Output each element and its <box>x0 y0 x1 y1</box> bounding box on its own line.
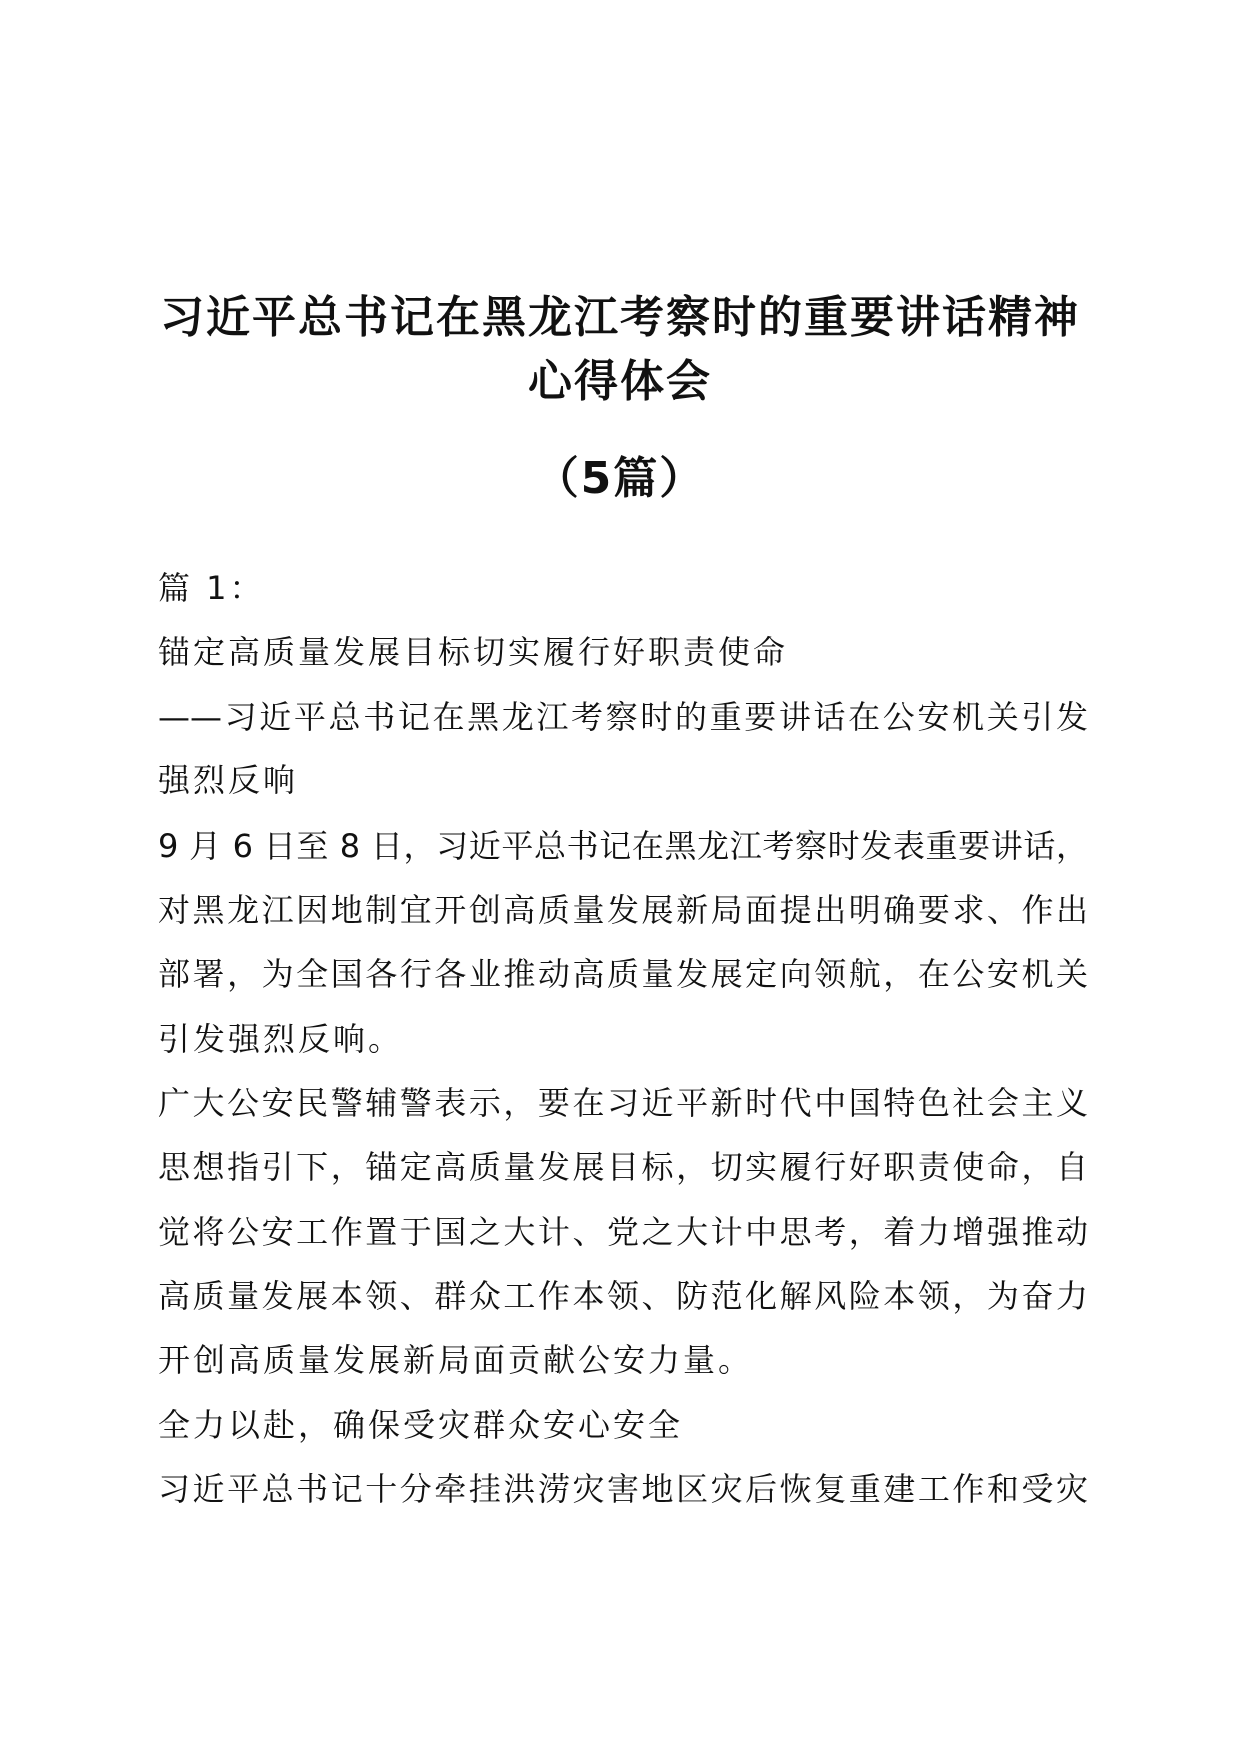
paragraph-line: 9 月 6 日至 8 日，习近平总书记在黑龙江考察时发表重要讲话， <box>158 827 1088 865</box>
article-heading: 锚定高质量发展目标切实履行好职责使命 <box>158 633 789 671</box>
paragraph-line: 觉将公安工作置于国之大计、党之大计中思考，着力增强推动 <box>158 1213 1088 1251</box>
article-subheading: ——习近平总书记在黑龙江考察时的重要讲话在公安机关引发 <box>158 698 1088 736</box>
paragraph-line: 开创高质量发展新局面贡献公安力量。 <box>158 1341 754 1379</box>
section-label: 篇 1： <box>158 569 265 607</box>
document-title-line-2: 心得体会 <box>528 356 712 407</box>
section-heading: 全力以赴，确保受灾群众安心安全 <box>158 1406 684 1444</box>
paragraph-line: 对黑龙江因地制宜开创高质量发展新局面提出明确要求、作出 <box>158 891 1088 929</box>
paragraph-line: 高质量发展本领、群众工作本领、防范化解风险本领，为奋力 <box>158 1277 1088 1315</box>
paragraph-line: 部署，为全国各行各业推动高质量发展定向领航，在公安机关 <box>158 955 1088 993</box>
paragraph-line: 引发强烈反响。 <box>158 1020 404 1058</box>
document-title-count: （5篇） <box>534 453 706 504</box>
paragraph-line: 思想指引下，锚定高质量发展目标，切实履行好职责使命，自 <box>158 1148 1088 1186</box>
document-title-line-1: 习近平总书记在黑龙江考察时的重要讲话精神 <box>160 292 1080 343</box>
paragraph-line: 广大公安民警辅警表示，要在习近平新时代中国特色社会主义 <box>158 1084 1088 1122</box>
paragraph-line: 习近平总书记十分牵挂洪涝灾害地区灾后恢复重建工作和受灾 <box>158 1470 1088 1508</box>
article-subheading-cont: 强烈反响 <box>158 761 299 799</box>
